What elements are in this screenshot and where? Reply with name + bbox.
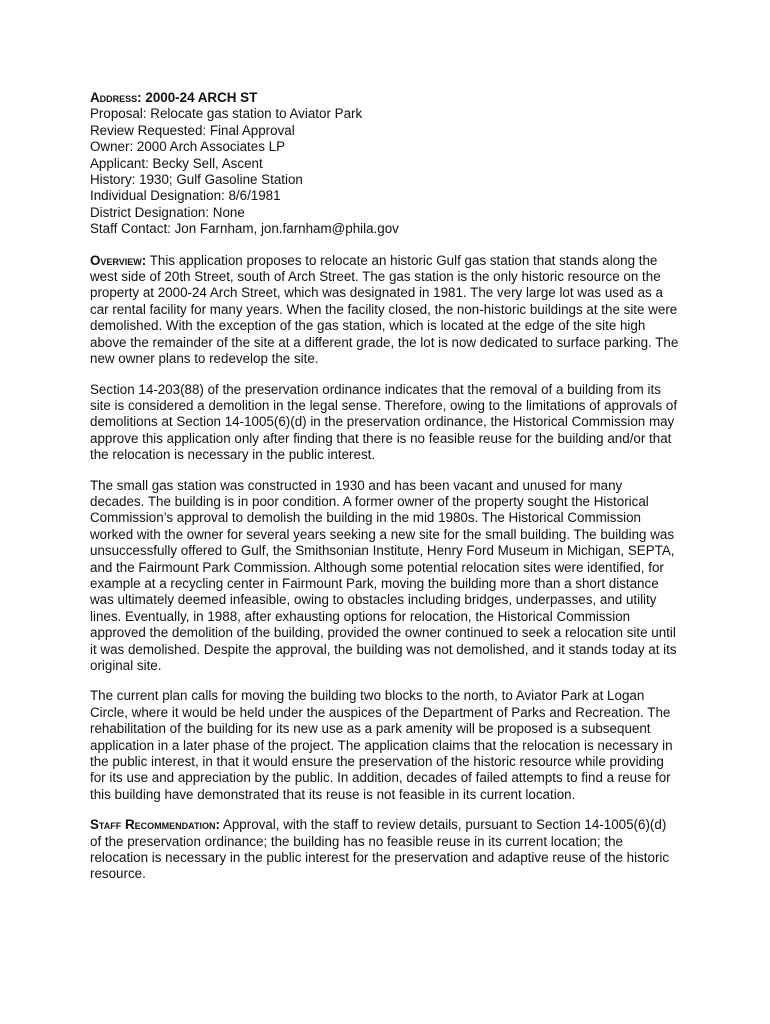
ordinance-paragraph: Section 14-203(88) of the preservation ordinance indicates that the removal of a building from its site is considered a demolition in the legal sense. Therefore, owing to the limitations of approvals of demolitions at Section 14-1005(6)(d) in the preservation ordinance, the Historical Commission may approve this application only after finding that there is no feasible reuse for the building and/or that the relocation is necessary in the public interest. [90, 381, 678, 463]
address-line [90, 90, 680, 106]
owner-line: Owner: 2000 Arch Associates LP [90, 139, 286, 155]
application-header [90, 90, 680, 238]
recommendation-paragraph [90, 817, 680, 883]
proposal-line: Proposal: Relocate gas station to Aviator Park [90, 106, 363, 122]
overview-text: This application proposes to relocate an historic Gulf gas station that stands along the west side of 20th Street, south of Arch Street. The gas station is the only historic resource on the property at 2000-24 Arch Street, which was designated in 1981. The very large lot was used as a car rental facility for many years. When the facility closed, the non-historic buildings at the site were demolished. With the exception of the gas station, which is located at the edge of the site high above the remainder of the site at a different grade, the lot is now dedicated to surface parking. The new owner plans to redevelop the site. [90, 252, 679, 367]
address-label: Address: [90, 90, 142, 105]
history-paragraph: The small gas station was constructed in 1930 and has been vacant and unused for many decades. The building is in poor condition. A former owner of the property sought the Historical Commission’s approval to demolish the building in the mid 1980s. The Historical Commission worked with the owner for several years seeking a new site for the small building. The building was unsuccessfully offered to Gulf, the Smithsonian Institute, Henry Ford Museum in Michigan, SEPTA, and the Fairmount Park Commission. Although some potential relocation sites were identified, for example at a recycling center in Fairmount Park, moving the building more than a short distance was ultimately deemed infeasible, owing to obstacles including bridges, underpasses, and utility lines. Eventually, in 1988, after exhausting options for relocation, the Historical Commission approved the demolition of the building, provided the owner continued to seek a relocation site until it was demolished. Despite the approval, the building was not demolished, and it stands today at its original site. [90, 477, 677, 673]
document-page [90, 90, 680, 883]
overview-paragraph [90, 253, 680, 368]
current-plan-paragraph: The current plan calls for moving the building two blocks to the north, to Aviator Park at Logan Circle, where it would be held under the auspices of the Department of Parks and Recreation. The rehabilitation of the building for its new use as a park amenity will be proposed is a subsequent application in a later phase of the project. The application claims that the relocation is necessary in the public interest, in that it would ensure the preservation of the historic resource while providing for its use and appreciation by the public. In addition, decades of failed attempts to find a reuse for this building have demonstrated that its reuse is not feasible in its current location. [90, 688, 673, 802]
recommendation-text: Approval, with the staff to review details, pursuant to Section 14-1005(6)(d) of the preservation ordinance; the building has no feasible reuse in its current location; the relocation is necessary in the public interest for the preservation and adaptive reuse of the historic resource. [90, 817, 670, 882]
address-value: 2000-24 ARCH ST [145, 90, 258, 105]
history-line: History: 1930; Gulf Gasoline Station [90, 172, 303, 188]
individual-designation-line: Individual Designation: 8/6/1981 [90, 188, 281, 204]
staff-contact-line: Staff Contact: Jon Farnham, jon.farnham@phila.gov [90, 221, 399, 237]
recommendation-label: Staff Recommendation: [90, 817, 220, 833]
applicant-line: Applicant: Becky Sell, Ascent [90, 155, 263, 171]
district-designation-line: District Designation: None [90, 204, 245, 220]
review-requested-line: Review Requested: Final Approval [90, 122, 295, 138]
overview-label: Overview: [90, 252, 147, 268]
